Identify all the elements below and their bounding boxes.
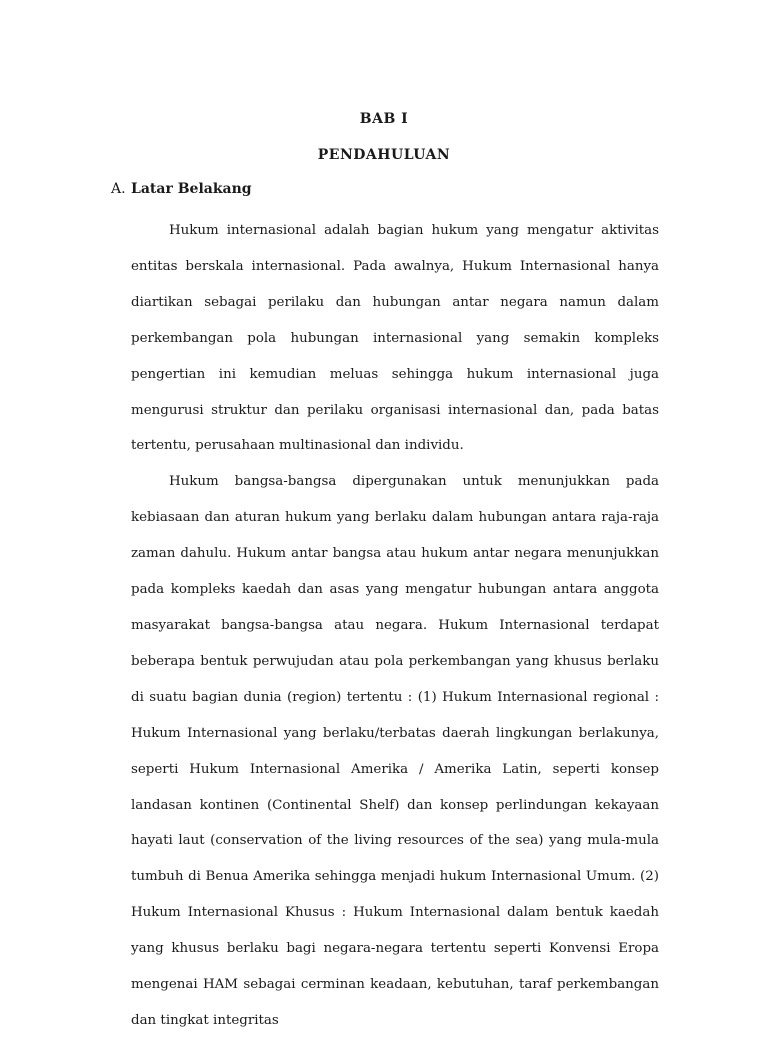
section-title: Latar Belakang bbox=[131, 181, 252, 197]
paragraph: Hukum internasional adalah bagian hukum yang mengatur aktivitas entitas berskala internasional. Pada awalnya, Hukum Internasional hanya diartikan sebagai perilaku dan hubungan antar negara namun dalam perkembangan pola hubungan internasional yang semakin kompleks pengertian ini kemudian meluas sehingga hukum internasional juga mengurusi struktur dan perilaku organisasi internasional dan, pada batas tertentu, perusahaan multinasional dan individu. bbox=[131, 223, 659, 454]
paragraph: Hukum bangsa-bangsa dipergunakan untuk menunjukkan pada kebiasaan dan aturan hukum yang berlaku dalam hubungan antara raja-raja zaman dahulu. Hukum antar bangsa atau hukum antar negara menunjukkan pada kompleks kaedah dan asas yang mengatur hubungan antara anggota masyarakat bangsa-bangsa atau negara. Hukum Internasional terdapat beberapa bentuk perwujudan atau pola perkembangan yang khusus berlaku di suatu bagian dunia (region) tertentu : (1) Hukum Internasional regional : Hukum Internasional yang berlaku/terbatas daerah lingkungan berlakunya, seperti Hukum Internasional Amerika / Amerika Latin, seperti konsep landasan kontinen (Continental Shelf) dan konsep perlindungan kekayaan hayati laut (conservation of the living resources of the sea) yang mula-mula tumbuh di Benua Amerika sehingga menjadi hukum Internasional Umum. (2) Hukum Internasional Khusus : Hukum Internasional dalam bentuk kaedah yang khusus berlaku bagi negara-negara tertentu seperti Konvensi Eropa mengenai HAM sebagai cerminan keadaan, kebutuhan, taraf perkembangan dan tingkat integritas bbox=[131, 474, 659, 1028]
section-marker: A. bbox=[111, 181, 126, 197]
chapter-number: BAB I bbox=[359, 111, 409, 127]
chapter-title: PENDAHULUAN bbox=[317, 147, 451, 163]
section-heading bbox=[111, 181, 252, 197]
body-text bbox=[131, 213, 659, 1039]
